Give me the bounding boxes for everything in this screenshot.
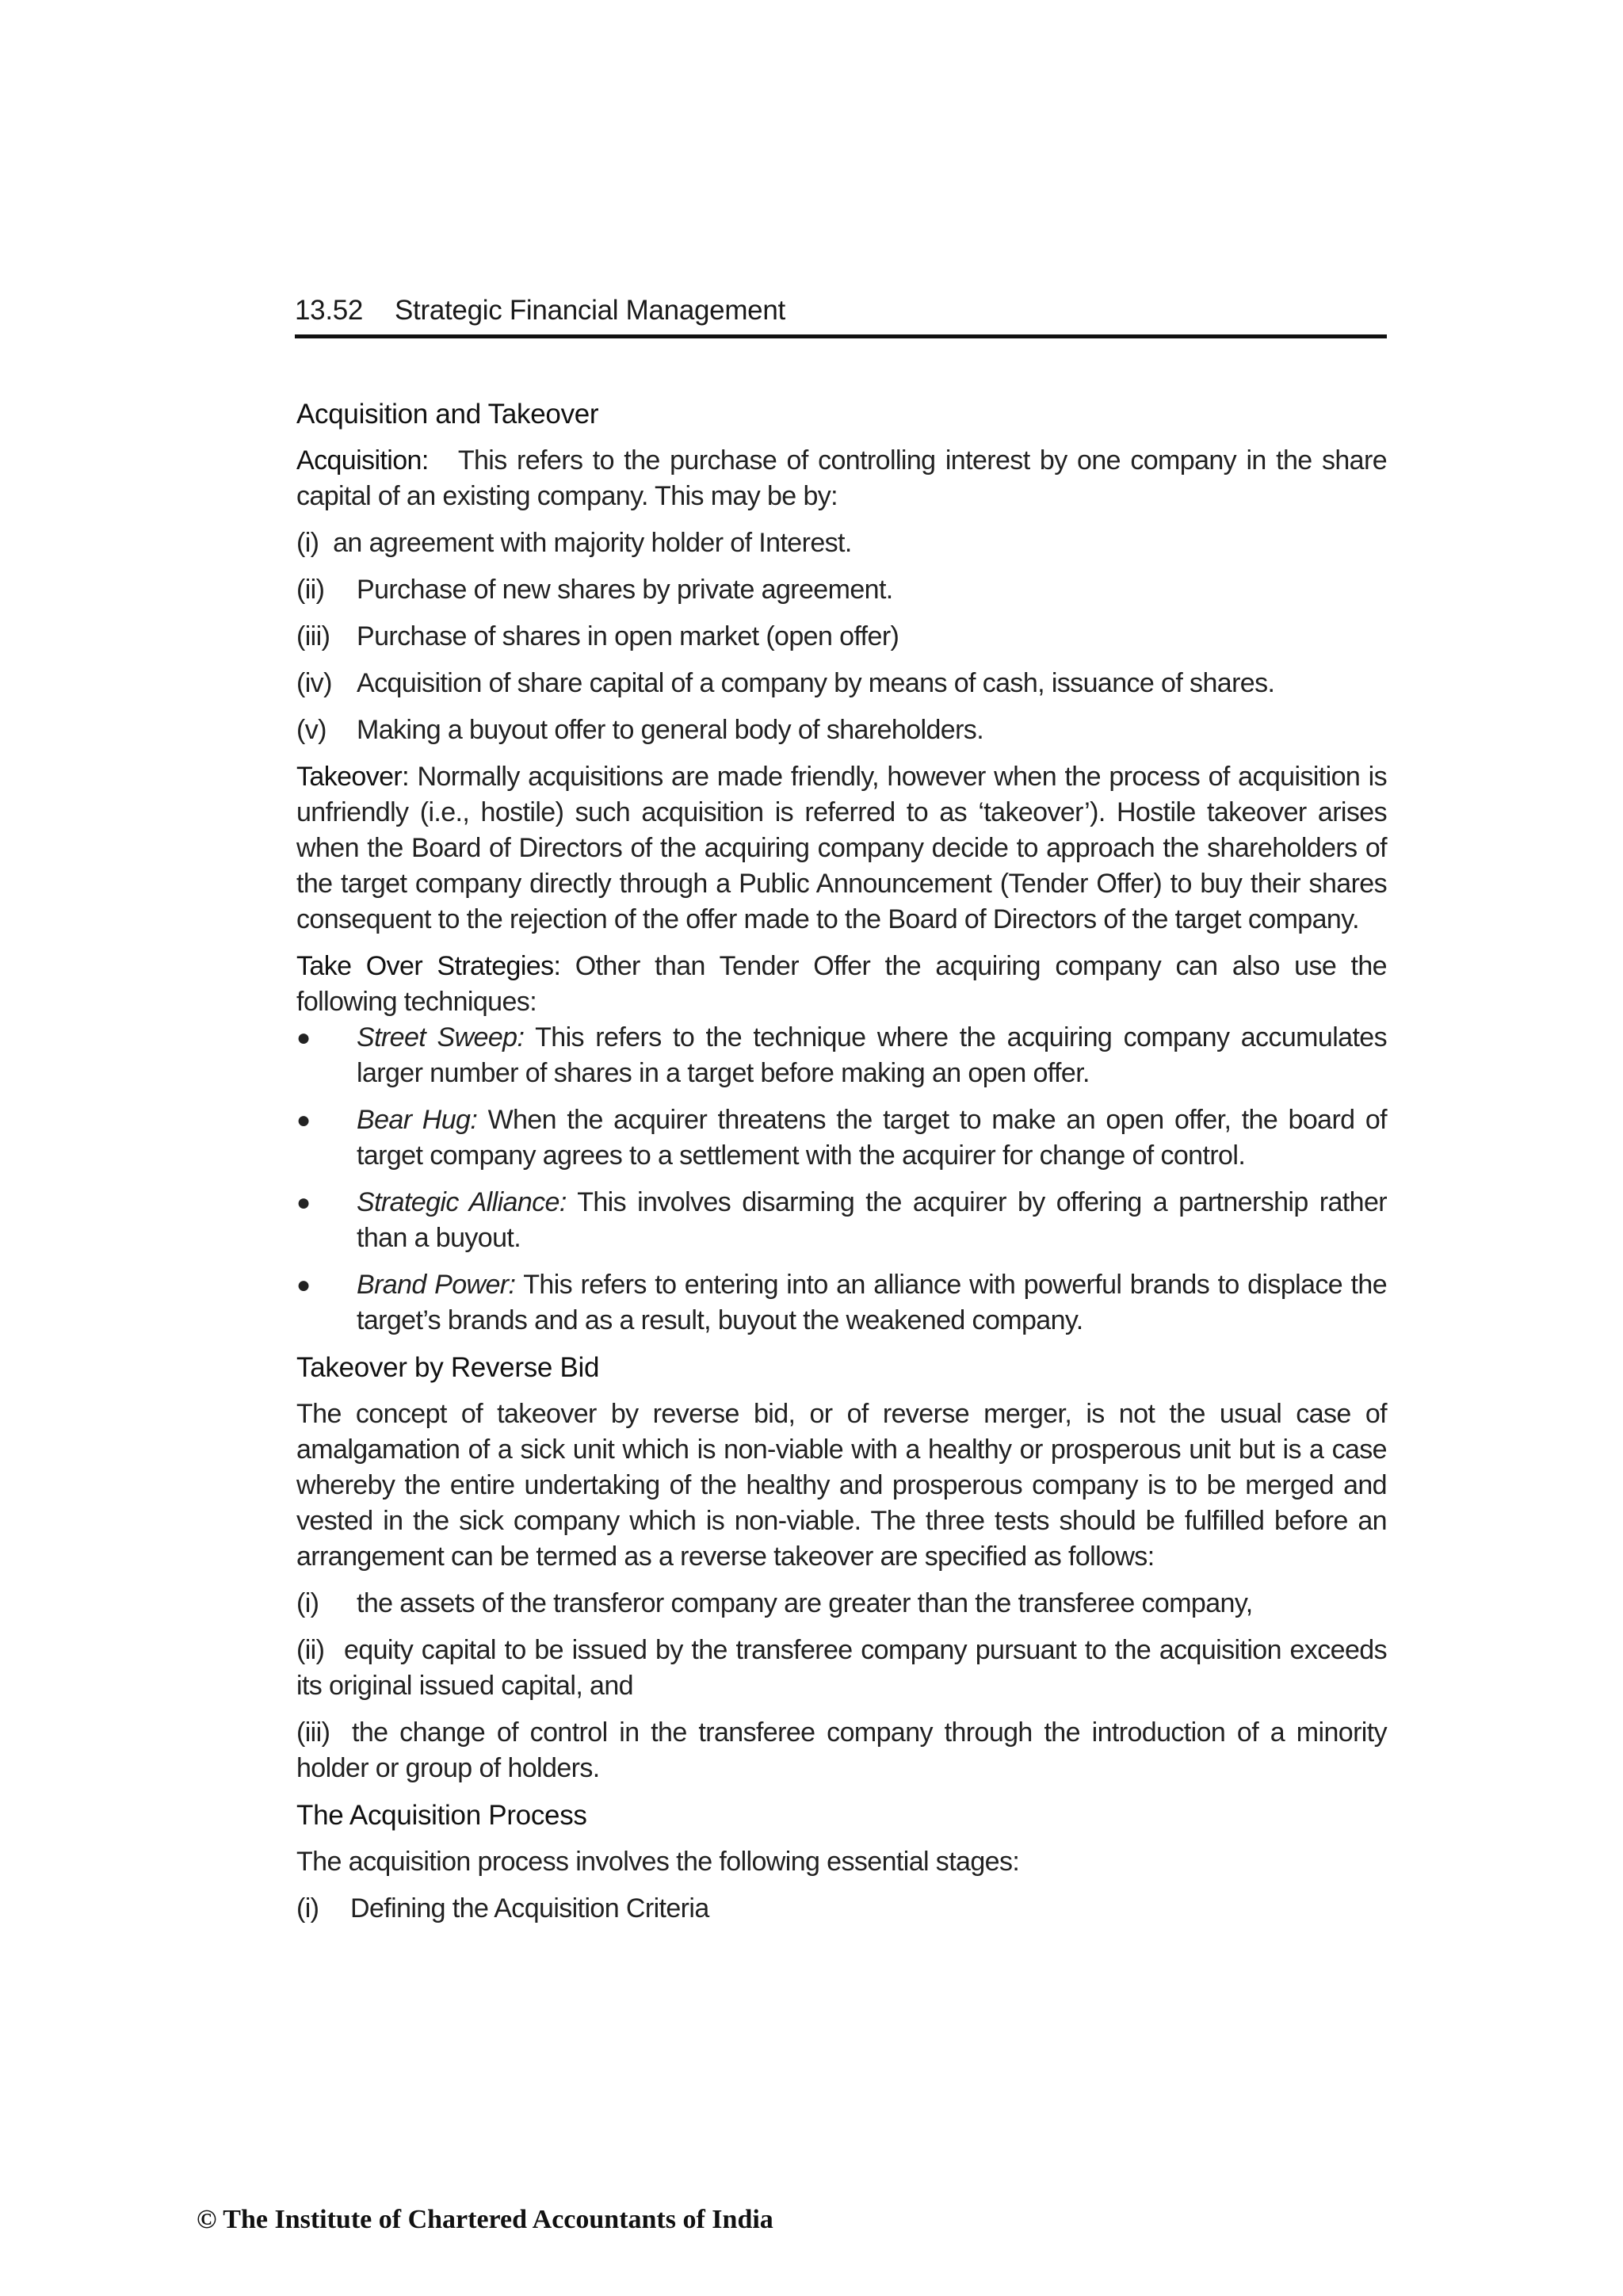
item-text: an agreement with majority holder of Interest. xyxy=(333,528,852,558)
reverse-bid-paragraph: The concept of takeover by reverse bid, or of reverse merger, is not the usual case of amalgamation of a sick unit which is non-viable with a healthy or prosperous unit but is a case whereby the entire undertaking of the healthy and prosperous company is to be merged and vested in the sick company which is non-viable. The three tests should be fulfilled before an arrangement can be termed as a reverse takeover are specified as follows: xyxy=(296,1399,1387,1572)
bullet-text xyxy=(357,1267,1387,1339)
item-text: the change of control in the transferee company through the introduction of a minority holder or group of holders. xyxy=(296,1717,1387,1783)
bullet-description: This refers to the technique where the acquiring company accumulates larger number of shares in a target before making an open offer. xyxy=(357,1022,1388,1088)
strategies-paragraph xyxy=(296,949,1387,1020)
takeover-label: Takeover: xyxy=(296,762,410,792)
item-text: Purchase of new shares by private agreement. xyxy=(357,575,893,605)
bullet-text xyxy=(357,1102,1387,1174)
item-text: Purchase of shares in open market (open offer) xyxy=(357,621,899,651)
strategy-bullet-street-sweep xyxy=(296,1020,1387,1091)
acquisition-item-4 xyxy=(296,666,1387,701)
reverse-bid-item-3 xyxy=(296,1715,1387,1786)
bullet-description: This involves disarming the acquirer by offering a partnership rather than a buyout. xyxy=(357,1187,1387,1253)
strategies-label: Take Over Strategies: xyxy=(296,951,561,981)
strategy-bullet-bear-hug xyxy=(296,1102,1387,1174)
bullet-term: Bear Hug: xyxy=(357,1105,478,1135)
acquisition-item-1 xyxy=(296,525,1387,561)
acquisition-item-5 xyxy=(296,712,1387,748)
book-title: Strategic Financial Management xyxy=(395,295,785,326)
acquisition-item-3 xyxy=(296,619,1387,655)
bullet-term: Street Sweep: xyxy=(357,1022,525,1052)
reverse-bid-item-2 xyxy=(296,1633,1387,1704)
bullet-icon: ● xyxy=(296,1190,311,1216)
item-number: (i) xyxy=(296,1588,319,1618)
strategy-bullet-strategic-alliance xyxy=(296,1185,1387,1256)
section-heading-acquisition-takeover: Acquisition and Takeover xyxy=(296,399,599,430)
strategy-bullet-brand-power xyxy=(296,1267,1387,1339)
acquisition-text: This refers to the purchase of controlling interest by one company in the share capital of an existing company. This may be by: xyxy=(296,445,1388,511)
acquisition-item-2 xyxy=(296,572,1387,608)
acquisition-paragraph xyxy=(296,443,1387,514)
item-number: (i) xyxy=(296,1893,319,1924)
acquisition-process-item-1 xyxy=(296,1891,1387,1927)
item-number: (iii) xyxy=(296,621,330,651)
acquisition-label: Acquisition: xyxy=(296,445,429,476)
takeover-text: Normally acquisitions are made friendly, however when the process of acquisition is unfriendly (i.e., hostile) such acquisition is referred to as ‘takeover’). Hostile takeover arises when the Board of Directors of the acquiring company decide to approach the shareholders of the target company directly through a Public Announcement (Tender Offer) to buy their shares consequent to the rejection of the offer made to the Board of Directors of the target company. xyxy=(296,762,1387,934)
bullet-icon: ● xyxy=(296,1272,311,1298)
page-number: 13.52 xyxy=(295,295,364,326)
bullet-description: This refers to entering into an alliance with powerful brands to displace the target’s brands and as a result, buyout the weakened company. xyxy=(357,1270,1388,1335)
item-number: (iii) xyxy=(296,1717,330,1748)
bullet-description: When the acquirer threatens the target to make an open offer, the board of target company agrees to a settlement with the acquirer for change of control. xyxy=(357,1105,1387,1171)
item-text: Acquisition of share capital of a company by means of cash, issuance of shares. xyxy=(357,668,1275,698)
bullet-text xyxy=(357,1185,1387,1256)
item-number: (iv) xyxy=(296,668,332,698)
acquisition-process-paragraph: The acquisition process involves the following essential stages: xyxy=(296,1847,1020,1877)
item-number: (ii) xyxy=(296,575,325,605)
page-header xyxy=(295,295,1387,338)
section-heading-reverse-bid: Takeover by Reverse Bid xyxy=(296,1352,600,1383)
strategies-text: Other than Tender Offer the acquiring company can also use the following techniques: xyxy=(296,951,1387,1017)
item-text: equity capital to be issued by the transferee company pursuant to the acquisition exceeds its original issued capital, and xyxy=(296,1635,1387,1701)
item-text: the assets of the transferor company are greater than the transferee company, xyxy=(357,1588,1253,1618)
bullet-term: Strategic Alliance: xyxy=(357,1187,567,1217)
section-heading-acquisition-process: The Acquisition Process xyxy=(296,1800,587,1831)
copyright-footer: © The Institute of Chartered Accountants of India xyxy=(197,2205,773,2234)
item-number: (ii) xyxy=(296,1635,325,1665)
item-text: Making a buyout offer to general body of shareholders. xyxy=(357,715,984,745)
item-number: (i) xyxy=(296,528,319,558)
bullet-term: Brand Power: xyxy=(357,1270,516,1300)
reverse-bid-item-1 xyxy=(296,1586,1387,1622)
bullet-text xyxy=(357,1020,1387,1091)
item-number: (v) xyxy=(296,715,327,745)
page-content xyxy=(296,396,1387,1927)
bullet-icon: ● xyxy=(296,1107,311,1133)
bullet-icon: ● xyxy=(296,1025,311,1051)
item-text: Defining the Acquisition Criteria xyxy=(350,1893,709,1924)
takeover-paragraph xyxy=(296,759,1387,938)
